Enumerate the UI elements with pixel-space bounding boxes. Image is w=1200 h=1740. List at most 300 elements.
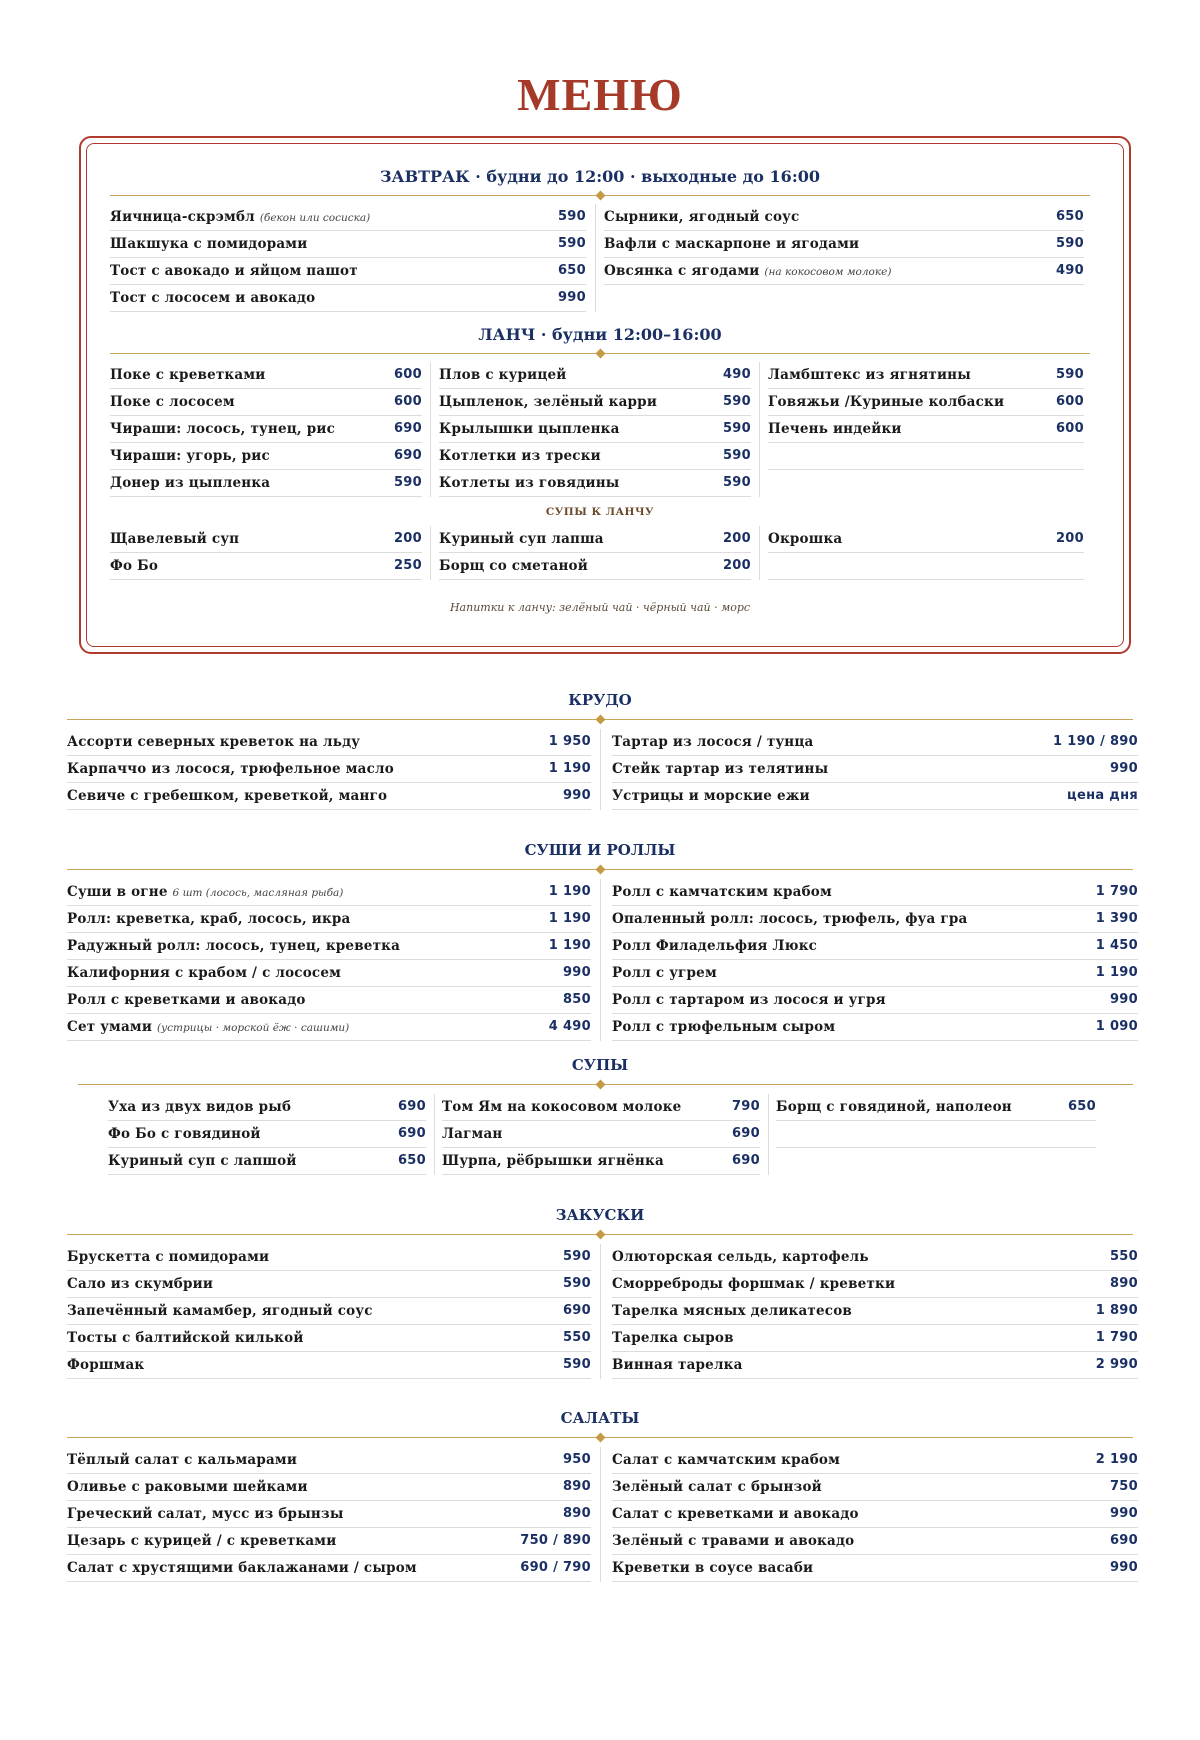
menu-item-price: 2 190 — [1095, 1452, 1138, 1467]
dish-name: Олюторская сельдь, картофель — [612, 1249, 869, 1265]
dish-name: Печень индейки — [768, 421, 902, 437]
menu-item-price: 590 — [1055, 367, 1084, 382]
menu-item-name — [612, 734, 814, 750]
menu-item-name — [612, 938, 817, 954]
menu-item-price: 550 — [562, 1330, 591, 1345]
menu-item-name — [110, 475, 270, 491]
menu-item — [67, 906, 591, 933]
menu-item — [612, 1447, 1138, 1474]
menu-item-name — [67, 788, 387, 804]
dish-name: Сет умами — [67, 1019, 153, 1035]
divider-diamond-icon — [595, 715, 605, 725]
menu-item — [110, 389, 422, 416]
menu-item-name — [768, 531, 842, 547]
column-separator — [759, 526, 760, 580]
menu-item — [110, 470, 422, 497]
dish-name: Оливье с раковыми шейками — [67, 1479, 308, 1495]
menu-item-price: 890 — [1109, 1276, 1138, 1291]
menu-item — [612, 1352, 1138, 1379]
menu-item-name — [439, 367, 567, 383]
menu-item — [67, 1298, 591, 1325]
column-separator — [434, 1094, 435, 1175]
menu-item-price: цена дня — [1067, 788, 1138, 803]
menu-item — [67, 1271, 591, 1298]
menu-title: МЕНЮ — [517, 69, 683, 120]
menu-item — [612, 1528, 1138, 1555]
menu-item-price: 990 — [1109, 992, 1138, 1007]
menu-item-name — [67, 938, 400, 954]
menu-item-name — [439, 531, 604, 547]
menu-item-name — [776, 1099, 1012, 1115]
dish-name: Радужный ролл: лосось, тунец, креветка — [67, 938, 401, 954]
menu-item-name — [612, 1560, 813, 1576]
menu-item — [67, 1352, 591, 1379]
menu-item — [612, 1014, 1138, 1041]
menu-item-price: 750 / 890 — [520, 1533, 591, 1548]
dish-name: Зелёный с травами и авокадо — [612, 1533, 855, 1549]
menu-item-name — [439, 558, 588, 574]
menu-item-name — [604, 236, 859, 252]
menu-item-name — [612, 1303, 852, 1319]
menu-item-name — [110, 558, 158, 574]
menu-item-name — [110, 421, 335, 437]
menu-item — [67, 1325, 591, 1352]
menu-item-name — [110, 263, 358, 279]
menu-item-price: 4 490 — [548, 1019, 591, 1034]
menu-item-price: 200 — [393, 531, 422, 546]
menu-item-price: 600 — [393, 367, 422, 382]
menu-item-name — [442, 1099, 681, 1115]
menu-item — [67, 756, 591, 783]
menu-item-price: 1 950 — [548, 734, 591, 749]
menu-item-name — [439, 448, 601, 464]
dish-name: Ролл с угрем — [612, 965, 717, 981]
menu-item — [768, 416, 1084, 443]
menu-item-price: 990 — [1109, 1560, 1138, 1575]
menu-item-price: 1 190 / 890 — [1053, 734, 1138, 749]
menu-item-name — [768, 421, 902, 437]
dish-name: Севиче с гребешком, креветкой, манго — [67, 788, 388, 804]
menu-item-name — [110, 448, 270, 464]
menu-item-name — [110, 236, 307, 252]
menu-item — [768, 362, 1084, 389]
dish-name: Тартар из лосося / тунца — [612, 734, 814, 750]
menu-item-name — [67, 734, 360, 750]
menu-item — [67, 1474, 591, 1501]
menu-item — [439, 362, 751, 389]
dish-name: Сморреброды форшмак / креветки — [612, 1276, 896, 1292]
menu-item-price: 690 — [1109, 1533, 1138, 1548]
menu-item-name — [67, 1357, 144, 1373]
menu-item — [439, 443, 751, 470]
menu-item-name — [768, 367, 971, 383]
menu-item-price: 200 — [1055, 531, 1084, 546]
menu-item-price: 650 — [557, 263, 586, 278]
dish-name: Сало из скумбрии — [67, 1276, 214, 1292]
column-separator — [430, 526, 431, 580]
menu-item — [439, 553, 751, 580]
dish-name: Котлетки из трески — [439, 448, 601, 464]
menu-item-name — [612, 1249, 869, 1265]
menu-item — [612, 1325, 1138, 1352]
section-title: САЛАТЫ — [560, 1409, 640, 1427]
menu-item — [612, 1298, 1138, 1325]
menu-item — [442, 1121, 760, 1148]
dish-name: Поке с лососем — [110, 394, 235, 410]
divider-diamond-icon — [595, 1230, 605, 1240]
dish-name: Борщ с говядиной, наполеон — [776, 1099, 1012, 1115]
dish-name: Тосты с балтийской килькой — [67, 1330, 304, 1346]
dish-name: Суши в огне — [67, 884, 168, 900]
menu-item — [110, 204, 586, 231]
menu-item-price: 590 — [562, 1357, 591, 1372]
menu-item-name — [612, 1533, 854, 1549]
menu-item — [67, 1447, 591, 1474]
menu-item-price: 590 — [393, 475, 422, 490]
menu-item — [67, 933, 591, 960]
menu-item-name — [67, 1560, 417, 1576]
dish-name: Яичница-скрэмбл — [110, 209, 255, 225]
dish-name: Овсянка с ягодами — [604, 263, 760, 279]
menu-item-name — [67, 1479, 308, 1495]
menu-item-price: 590 — [1055, 236, 1084, 251]
menu-item-name — [67, 1249, 269, 1265]
dish-name: Ассорти северных креветок на льду — [67, 734, 361, 750]
menu-item-name — [612, 1452, 840, 1468]
dish-name: Щавелевый суп — [110, 531, 240, 547]
menu-item-price: 1 190 — [548, 911, 591, 926]
menu-item-price: 1 190 — [1095, 965, 1138, 980]
menu-item — [110, 231, 586, 258]
menu-item — [612, 960, 1138, 987]
menu-item-name — [612, 761, 828, 777]
menu-item — [67, 1244, 591, 1271]
dish-name: Тёплый салат с кальмарами — [67, 1452, 298, 1468]
menu-item-name — [67, 1330, 304, 1346]
dish-name: Брускетта с помидорами — [67, 1249, 270, 1265]
dish-name: Калифорния с крабом / с лососем — [67, 965, 342, 981]
menu-item-price: 650 — [397, 1153, 426, 1168]
menu-item — [612, 1271, 1138, 1298]
menu-item — [110, 362, 422, 389]
menu-item-price: 590 — [722, 475, 751, 490]
menu-item-price: 650 — [1067, 1099, 1096, 1114]
column-separator — [430, 362, 431, 497]
dish-name: Том Ям на кокосовом молоке — [442, 1099, 682, 1115]
menu-item — [439, 526, 751, 553]
menu-item — [612, 1555, 1138, 1582]
menu-item-price: 590 — [557, 236, 586, 251]
menu-item — [768, 553, 1084, 580]
menu-item — [612, 1474, 1138, 1501]
menu-item-name — [67, 992, 306, 1008]
menu-item-name — [612, 992, 886, 1008]
menu-item-name — [768, 394, 1004, 410]
menu-item — [67, 1555, 591, 1582]
menu-item-price: 250 — [393, 558, 422, 573]
menu-item-price: 590 — [722, 448, 751, 463]
menu-item-price: 790 — [731, 1099, 760, 1114]
menu-item — [67, 879, 591, 906]
menu-item-price: 200 — [722, 558, 751, 573]
dish-name: Опаленный ролл: лосось, трюфель, фуа гра — [612, 911, 968, 927]
menu-item — [612, 906, 1138, 933]
menu-item-name — [439, 394, 657, 410]
menu-item — [612, 879, 1138, 906]
menu-item-price: 600 — [393, 394, 422, 409]
dish-name: Салат с хрустящими баклажанами / сыром — [67, 1560, 417, 1576]
menu-item — [110, 285, 586, 312]
menu-item — [67, 729, 591, 756]
menu-item-name — [67, 965, 341, 981]
menu-item-price: 990 — [562, 965, 591, 980]
dish-name: Салат с камчатским крабом — [612, 1452, 841, 1468]
menu-item-price: 600 — [1055, 394, 1084, 409]
section-title: СУШИ И РОЛЛЫ — [524, 841, 676, 859]
dish-name: Устрицы и морские ежи — [612, 788, 810, 804]
dish-name: Окрошка — [768, 531, 843, 547]
menu-item-name — [110, 531, 239, 547]
menu-item — [67, 987, 591, 1014]
menu-item-price: 990 — [557, 290, 586, 305]
menu-item-name — [604, 209, 799, 225]
column-separator — [600, 1244, 601, 1379]
menu-item — [108, 1121, 426, 1148]
menu-item — [776, 1094, 1096, 1121]
menu-item-price: 490 — [1055, 263, 1084, 278]
dish-name: Запечённый камамбер, ягодный соус — [67, 1303, 373, 1319]
menu-item-name — [67, 884, 343, 900]
dish-name: Тост с авокадо и яйцом пашот — [110, 263, 358, 279]
column-separator — [600, 1447, 601, 1582]
menu-item-price: 1 390 — [1095, 911, 1138, 926]
menu-item-name — [612, 1276, 895, 1292]
dish-name: Чираши: угорь, рис — [110, 448, 270, 464]
menu-item-price: 1 090 — [1095, 1019, 1138, 1034]
dish-name: Говяжьи /Куриные колбаски — [768, 394, 1005, 410]
menu-item-price: 2 990 — [1095, 1357, 1138, 1372]
menu-item — [67, 1014, 591, 1041]
dish-name: Стейк тартар из телятины — [612, 761, 829, 777]
menu-item-price: 1 790 — [1095, 884, 1138, 899]
menu-item — [67, 960, 591, 987]
divider-diamond-icon — [595, 1433, 605, 1443]
menu-item-name — [442, 1126, 503, 1142]
dish-name: Греческий салат, мусс из брынзы — [67, 1506, 344, 1522]
menu-item-name — [612, 1506, 859, 1522]
column-separator — [595, 204, 596, 312]
menu-item-name — [67, 1452, 297, 1468]
menu-item — [768, 526, 1084, 553]
dish-name: Фо Бо — [110, 558, 159, 574]
menu-item-name — [67, 1506, 344, 1522]
dish-name: Вафли с маскарпоне и ягодами — [604, 236, 860, 252]
menu-item-price: 1 190 — [548, 761, 591, 776]
menu-item — [439, 389, 751, 416]
menu-item — [612, 1501, 1138, 1528]
menu-item-name — [612, 911, 967, 927]
menu-item-name — [110, 367, 265, 383]
section-title: СУПЫ — [571, 1056, 629, 1074]
menu-item — [612, 1244, 1138, 1271]
dish-name: Котлеты из говядины — [439, 475, 620, 491]
menu-item-name — [439, 475, 620, 491]
divider-diamond-icon — [595, 1080, 605, 1090]
menu-item-price: 590 — [722, 394, 751, 409]
lunch-drinks-note: Напитки к ланчу: зелёный чай · чёрный чай · морс — [449, 601, 751, 614]
menu-item — [110, 553, 422, 580]
divider-diamond-icon — [595, 865, 605, 875]
menu-item-price: 550 — [1109, 1249, 1138, 1264]
menu-item-name — [67, 1019, 349, 1035]
menu-item — [768, 389, 1084, 416]
menu-item-name — [612, 788, 810, 804]
dish-name: Тарелка сыров — [612, 1330, 734, 1346]
dish-name: Лагман — [442, 1126, 503, 1142]
menu-item-name — [110, 209, 370, 225]
menu-item-name — [108, 1126, 261, 1142]
column-separator — [600, 729, 601, 810]
dish-name: Плов с курицей — [439, 367, 567, 383]
dish-note: (бекон или сосиска) — [259, 212, 371, 224]
column-separator — [600, 879, 601, 1041]
menu-item-price: 1 450 — [1095, 938, 1138, 953]
menu-item — [108, 1094, 426, 1121]
dish-name: Ролл Филадельфия Люкс — [612, 938, 818, 954]
menu-item — [776, 1121, 1096, 1148]
dish-name: Ролл с креветками и авокадо — [67, 992, 306, 1008]
menu-item-name — [110, 394, 235, 410]
menu-item — [439, 470, 751, 497]
menu-item — [110, 416, 422, 443]
menu-item — [67, 1528, 591, 1555]
menu-item — [612, 756, 1138, 783]
menu-item — [612, 987, 1138, 1014]
dish-name: Салат с креветками и авокадо — [612, 1506, 859, 1522]
menu-item-price: 590 — [562, 1276, 591, 1291]
menu-item-name — [612, 965, 717, 981]
menu-item-name — [612, 884, 832, 900]
section-title: ЗАКУСКИ — [555, 1206, 645, 1224]
menu-item-price: 1 190 — [548, 938, 591, 953]
menu-item — [67, 1501, 591, 1528]
dish-name: Ролл с трюфельным сыром — [612, 1019, 836, 1035]
menu-item — [604, 231, 1084, 258]
menu-item — [110, 526, 422, 553]
dish-name: Ролл: креветка, краб, лосось, икра — [67, 911, 351, 927]
menu-item-price: 690 — [393, 448, 422, 463]
dish-name: Винная тарелка — [612, 1357, 743, 1373]
dish-note: (устрицы · морской ёж · сашими) — [156, 1022, 350, 1034]
menu-item — [439, 416, 751, 443]
dish-name: Борщ со сметаной — [439, 558, 588, 574]
menu-item-price: 650 — [1055, 209, 1084, 224]
lunch-soups-subtitle: СУПЫ К ЛАНЧУ — [545, 506, 655, 518]
dish-name: Ламбштекс из ягнятины — [768, 367, 971, 383]
menu-item — [110, 258, 586, 285]
dish-name: Шурпа, рёбрышки ягнёнка — [442, 1153, 664, 1169]
menu-item-price: 990 — [1109, 1506, 1138, 1521]
dish-name: Сырники, ягодный соус — [604, 209, 800, 225]
dish-name: Тост с лососем и авокадо — [110, 290, 316, 306]
dish-note: 6 шт (лосось, масляная рыба) — [172, 887, 344, 899]
menu-item — [110, 443, 422, 470]
menu-item-price: 1 190 — [548, 884, 591, 899]
dish-name: Поке с креветками — [110, 367, 266, 383]
menu-item — [768, 443, 1084, 470]
menu-item-price: 690 — [731, 1126, 760, 1141]
dish-name: Цыпленок, зелёный карри — [439, 394, 658, 410]
dish-name: Цезарь с курицей / с креветками — [67, 1533, 337, 1549]
dish-name: Креветки в соусе васаби — [612, 1560, 814, 1576]
dish-name: Куриный суп лапша — [439, 531, 604, 547]
dish-name: Чираши: лосось, тунец, рис — [110, 421, 335, 437]
dish-name: Ролл с тартаром из лосося и угря — [612, 992, 886, 1008]
dish-name: Фо Бо с говядиной — [108, 1126, 261, 1142]
section-title: ЛАНЧ · будни 12:00–16:00 — [478, 325, 722, 344]
menu-item-name — [612, 1019, 835, 1035]
section-title: КРУДО — [568, 691, 632, 709]
menu-item-name — [108, 1153, 297, 1169]
menu-item-price: 690 — [731, 1153, 760, 1168]
menu-item-price: 690 — [397, 1126, 426, 1141]
column-separator — [768, 1094, 769, 1175]
menu-item-price: 590 — [722, 421, 751, 436]
menu-item — [612, 933, 1138, 960]
menu-item-name — [67, 911, 351, 927]
menu-item-name — [442, 1153, 664, 1169]
menu-item — [442, 1148, 760, 1175]
dish-name: Зелёный салат с брынзой — [612, 1479, 822, 1495]
menu-item-price: 690 — [562, 1303, 591, 1318]
menu-item-price: 600 — [1055, 421, 1084, 436]
menu-item-name — [439, 421, 620, 437]
dish-name: Форшмак — [67, 1357, 145, 1373]
menu-item — [108, 1148, 426, 1175]
menu-item-name — [108, 1099, 291, 1115]
menu-item — [612, 729, 1138, 756]
menu-item-name — [67, 1533, 336, 1549]
menu-item-price: 890 — [562, 1479, 591, 1494]
menu-item-name — [612, 1330, 734, 1346]
menu-item-price: 690 / 790 — [520, 1560, 591, 1575]
menu-item — [604, 258, 1084, 285]
menu-item-price: 890 — [562, 1506, 591, 1521]
menu-item — [612, 783, 1138, 810]
dish-name: Тарелка мясных деликатесов — [612, 1303, 852, 1319]
menu-item-name — [612, 1479, 822, 1495]
dish-name: Донер из цыпленка — [110, 475, 271, 491]
menu-item-price: 850 — [562, 992, 591, 1007]
menu-item-price: 590 — [562, 1249, 591, 1264]
menu-item — [442, 1094, 760, 1121]
dish-name: Уха из двух видов рыб — [108, 1099, 292, 1115]
dish-note: (на кокосовом молоке) — [764, 266, 892, 278]
menu-item-name — [67, 1276, 213, 1292]
dish-name: Шакшука с помидорами — [110, 236, 308, 252]
menu-item-price: 950 — [562, 1452, 591, 1467]
menu-item-price: 990 — [562, 788, 591, 803]
menu-item-price: 590 — [557, 209, 586, 224]
menu-item-name — [67, 761, 394, 777]
menu-item — [604, 204, 1084, 231]
menu-item-price: 1 790 — [1095, 1330, 1138, 1345]
section-title: ЗАВТРАК · будни до 12:00 · выходные до 16:00 — [380, 167, 820, 186]
menu-item-name — [67, 1303, 373, 1319]
menu-item-price: 200 — [722, 531, 751, 546]
dish-name: Карпаччо из лосося, трюфельное масло — [67, 761, 394, 777]
menu-item-name — [110, 290, 315, 306]
